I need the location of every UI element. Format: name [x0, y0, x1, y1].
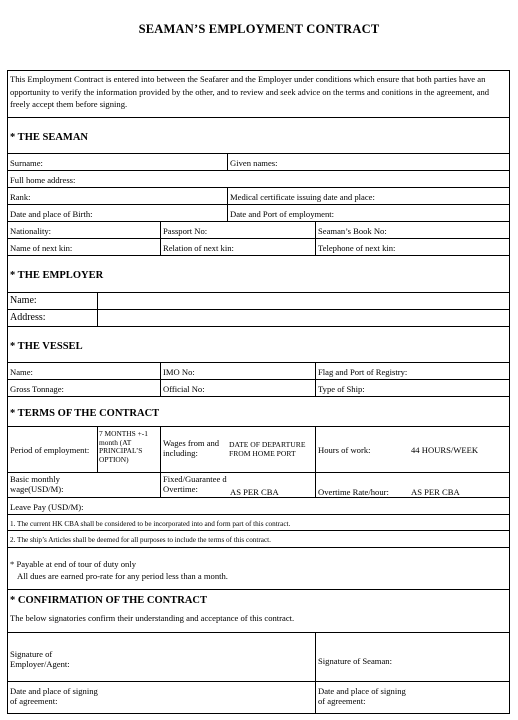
signing-date-right-label: Date and place of signing of agreement:	[318, 686, 406, 706]
fixed-overtime-label: Fixed/Guarantee d Overtime:	[163, 474, 227, 494]
seaman-book-label: Seaman’s Book No:	[318, 226, 387, 236]
divider	[7, 309, 510, 310]
fixed-overtime-value: AS PER CBA	[230, 487, 279, 497]
home-address-label: Full home address:	[10, 175, 76, 185]
divider	[7, 632, 510, 633]
divider	[7, 472, 510, 473]
divider	[7, 238, 510, 239]
overtime-rate-label: Overtime Rate/hour:	[318, 487, 389, 497]
divider	[7, 514, 510, 515]
given-names-label: Given names:	[230, 158, 278, 168]
hours-value: 44 HOURS/WEEK	[411, 445, 479, 455]
divider	[160, 426, 161, 497]
overtime-rate-value: AS PER CBA	[411, 487, 460, 497]
section-heading-confirmation: * CONFIRMATION OF THE CONTRACT	[10, 595, 207, 606]
wages-label: Wages from and including:	[163, 438, 220, 458]
section-heading-seaman: * THE SEAMAN	[10, 132, 88, 143]
divider	[7, 326, 510, 327]
hours-label: Hours of work:	[318, 445, 371, 455]
divider	[7, 255, 510, 256]
passport-label: Passport No:	[163, 226, 208, 236]
confirmation-text: The below signatories confirm their understanding and acceptance of this contract.	[10, 613, 295, 623]
section-heading-terms: * TERMS OF THE CONTRACT	[10, 408, 160, 419]
imo-label: IMO No:	[163, 367, 195, 377]
employer-name-label: Name:	[10, 295, 37, 306]
divider	[315, 632, 316, 714]
divider	[7, 117, 510, 118]
divider	[7, 497, 510, 498]
seaman-signature-label: Signature of Seaman:	[318, 656, 392, 666]
basic-wage-label: Basic monthly wage(USD/M):	[10, 474, 64, 494]
birth-label: Date and place of Birth:	[10, 209, 93, 219]
official-no-label: Official No:	[163, 384, 205, 394]
payment-note-2: All dues are earned pro-rate for any period less than a month.	[17, 571, 228, 581]
divider	[7, 589, 510, 590]
payment-note-1: * Payable at end of tour of duty only	[10, 559, 137, 569]
divider	[7, 170, 510, 171]
employer-address-label: Address:	[10, 312, 46, 323]
period-value: 7 MONTHS +-1 month (AT PRINCIPAL’S OPTION)	[99, 429, 148, 464]
divider	[7, 547, 510, 548]
surname-label: Surname:	[10, 158, 43, 168]
gross-tonnage-label: Gross Tonnage:	[10, 384, 64, 394]
kin-phone-label: Telephone of next kin:	[318, 243, 396, 253]
section-heading-vessel: * THE VESSEL	[10, 341, 83, 352]
divider	[7, 153, 510, 154]
divider	[7, 379, 510, 380]
divider	[7, 292, 510, 293]
divider	[7, 204, 510, 205]
divider	[7, 681, 510, 682]
divider	[7, 530, 510, 531]
clause-2: 2. The ship’s Articles shall be deemed for all purposes to include the terms of this contract.	[10, 536, 271, 544]
divider	[7, 221, 510, 222]
divider	[7, 426, 510, 427]
nationality-label: Nationality:	[10, 226, 52, 236]
signing-date-left-label: Date and place of signing of agreement:	[10, 686, 98, 706]
divider	[97, 426, 98, 472]
period-label: Period of employment:	[10, 445, 90, 455]
divider	[227, 153, 228, 170]
employment-port-label: Date and Port of employment:	[230, 209, 335, 219]
divider	[315, 426, 316, 497]
employer-signature-label: Signature of Employer/Agent:	[10, 649, 70, 669]
flag-port-label: Flag and Port of Registry:	[318, 367, 408, 377]
wages-value: DATE OF DEPARTURE FROM HOME PORT	[229, 440, 306, 458]
medical-certificate-label: Medical certificate issuing date and place:	[230, 192, 375, 202]
contract-title: SEAMAN’S EMPLOYMENT CONTRACT	[138, 22, 380, 36]
divider	[7, 396, 510, 397]
clause-1: 1. The current HK CBA shall be considered to be incorporated into and form part of this contract.	[10, 520, 291, 528]
rank-label: Rank:	[10, 192, 31, 202]
next-of-kin-label: Name of next kin:	[10, 243, 73, 253]
divider	[7, 187, 510, 188]
divider	[7, 362, 510, 363]
ship-type-label: Type of Ship:	[318, 384, 365, 394]
section-heading-employer: * THE EMPLOYER	[10, 270, 104, 281]
vessel-name-label: Name:	[10, 367, 33, 377]
leave-pay-label: Leave Pay (USD/M):	[10, 502, 84, 512]
intro-text: This Employment Contract is entered into between the Seafarer and the Employer under conditions which ensure that both parties have an opportunity to verify the information provided by the other, and to review and seek advice on the terms and conitions in the agreement, and freely accept them before signing.	[10, 74, 490, 109]
relation-label: Relation of next kin:	[163, 243, 234, 253]
